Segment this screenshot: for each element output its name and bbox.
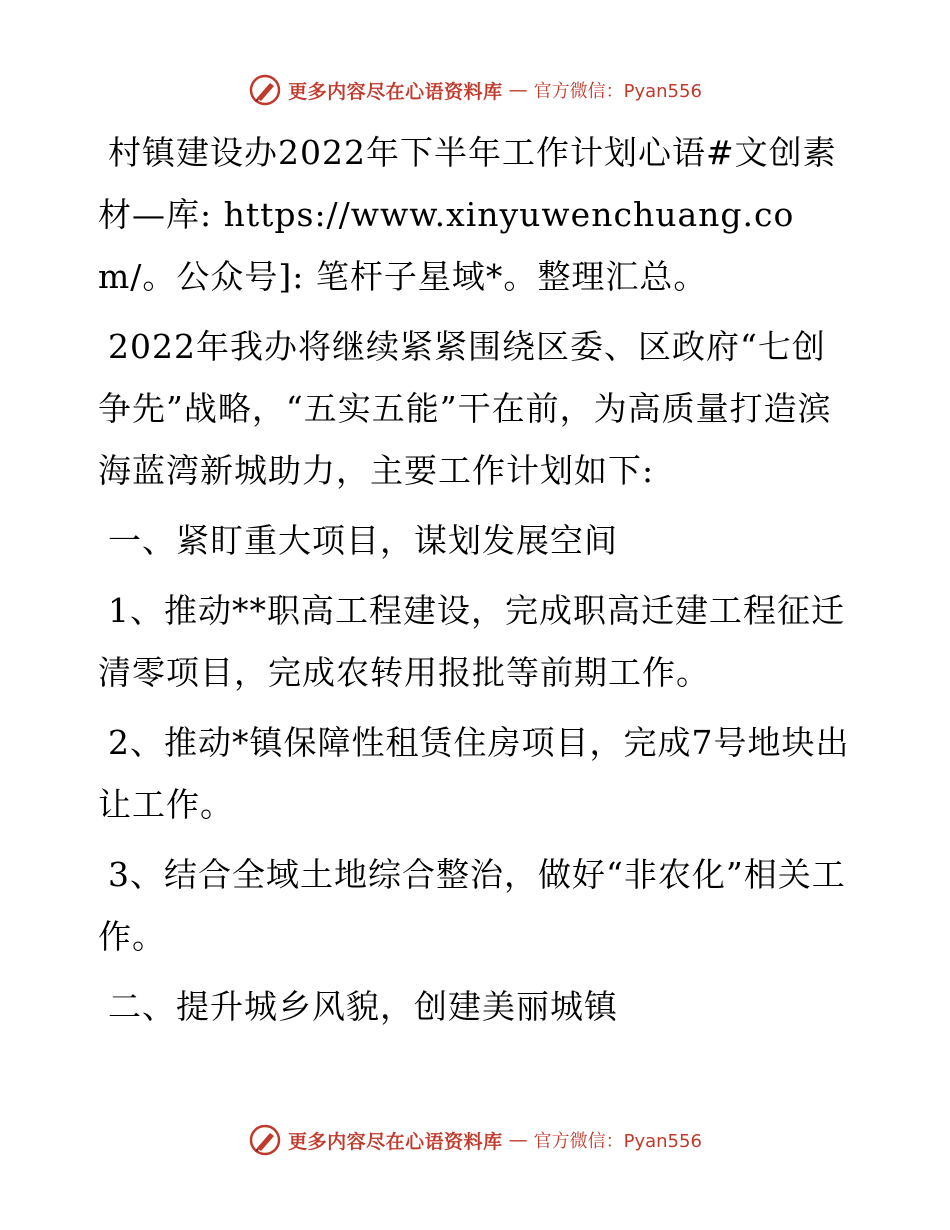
document-body [98,122,858,1046]
pen-logo-icon [248,73,282,107]
footer-banner-separator: — [508,1129,528,1151]
header-banner-separator: — [508,79,528,101]
list-item: 2、推动*镇保障性租赁住房项目，完成7号地块出让工作。 [98,723,850,824]
list-item: 1、推动**职高工程建设，完成职高迁建工程征迁清零项目，完成农转用报批等前期工作。 [98,591,845,692]
paragraph-intro: 2022年我办将继续紧紧围绕区委、区政府“七创争先”战略，“五实五能”干在前，为高质量打造滨海蓝湾新城助力，主要工作计划如下: [98,327,832,490]
footer-contact: 官方微信：Pyan556 [533,1131,702,1152]
header-banner [0,70,950,110]
header-contact: 官方微信：Pyan556 [533,81,702,102]
section-heading-1: 一、紧盯重大项目，谋划发展空间 [108,521,618,560]
pen-logo-icon [248,1123,282,1157]
list-item: 3、结合全域土地综合整治，做好“非农化”相关工作。 [98,855,846,956]
section-heading-2: 二、提升城乡风貌，创建美丽城镇 [108,987,618,1026]
footer-banner [0,1120,950,1160]
footer-banner-text: 更多内容尽在心语资料库 [288,1130,503,1153]
header-banner-text: 更多内容尽在心语资料库 [288,80,503,103]
paragraph-title: 村镇建设办2022年下半年工作计划心语#文创素材—库: https://www.xinyuwenchuang.com/。公众号]: 笔杆子星域*。整理汇总。 [98,133,837,296]
